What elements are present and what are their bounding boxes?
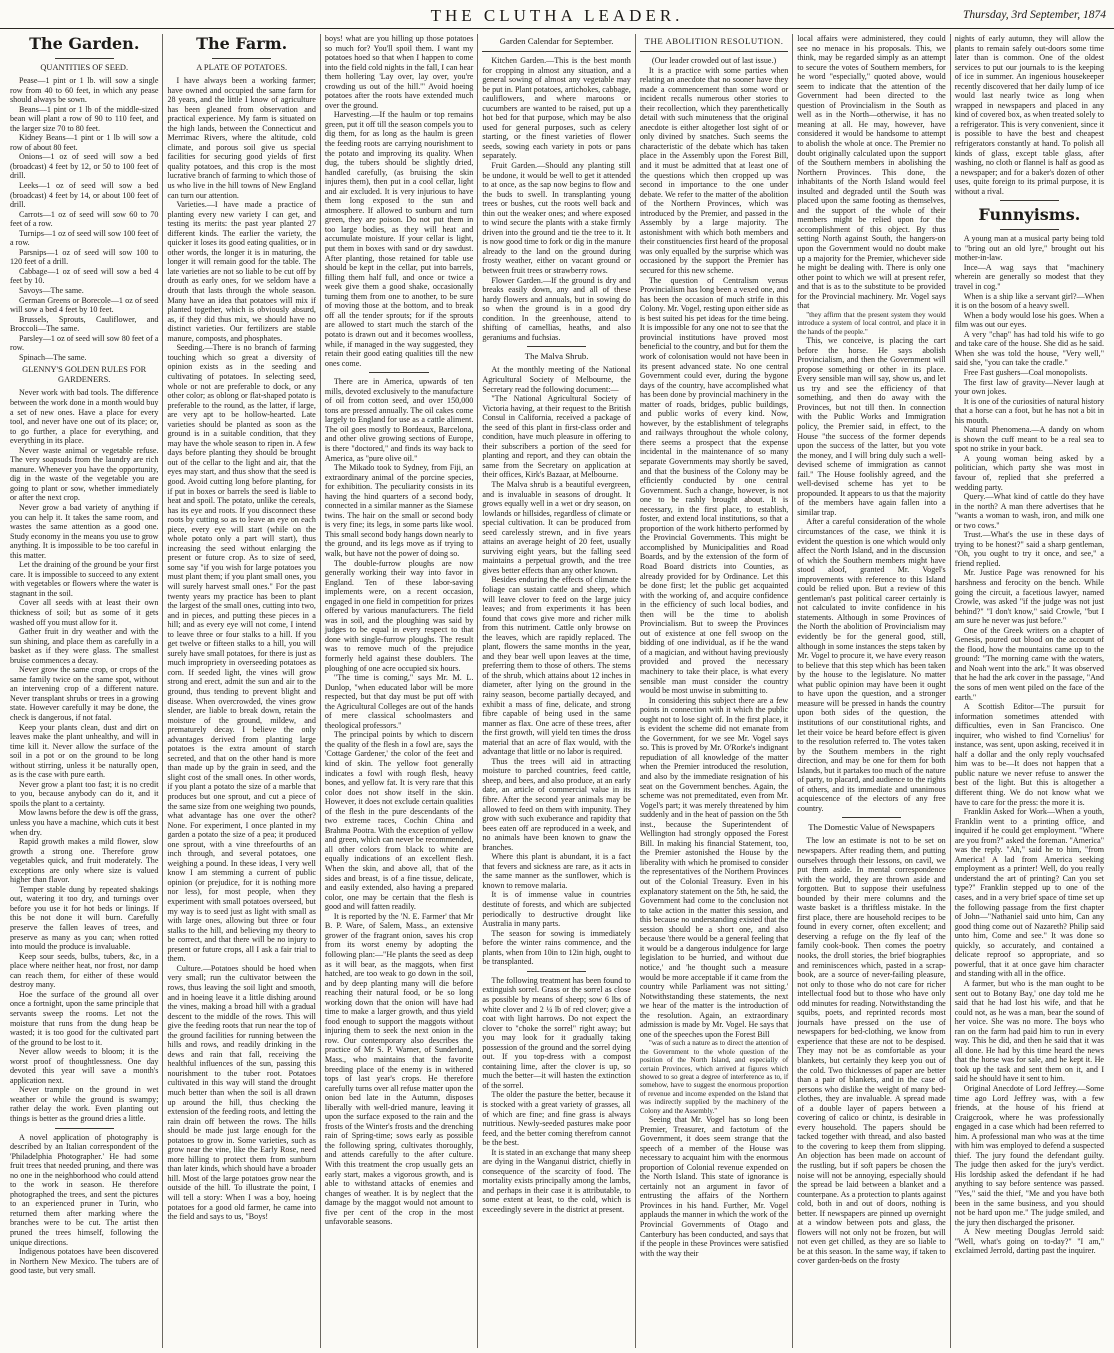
paragraph: Pease—1 pint or 1 lb. will sow a single row from 40 to 60 feet, in which any pease should always be sown. xyxy=(10,76,159,105)
section-heading-abolition: THE ABOLITION RESOLUTION. xyxy=(644,36,784,46)
funny-item: A New meeting Douglas Jerrold said: "Well, what's going on to-day?" "I am," exclaimed Jerrold, darting past the inquirer. xyxy=(954,1227,1105,1256)
paragraph: It is stated in an exchange that many sheep are dying in the Wanganui district, chiefly in consequence of the scarcity of food. The mortality exists principally among the lambs, and perhaps in their case it is attributable, to some extent at least, to the cold, which is exceedingly severe in the district at present. xyxy=(482,1147,631,1214)
funny-item: Free Fast gushers—Coal monopolists. xyxy=(963,367,1088,377)
paragraph: Temper stable dung by repeated shakings out, watering it too dry, and turnings over before you use it for hot beds or linings. If this be not done it will burn. Carefully preserve the fallen leaves of trees, and preserve as many as you can; when rotted into mould the produce is invaluable. xyxy=(10,884,159,952)
paragraph: Let the draining of the ground be your first care. It is impossible to succeed to any extent with vegetables or flowers where the water is stagnant in the soil. xyxy=(10,560,159,598)
paragraph: The question of Centralism versus Provincialism has long been a vexed one, and has been the occasion of much strife in this Colony. Mr. Vogel, resting upon either side as is best suited his pet ideas for the time being. It is impossible for any one not to see that the provincial institutions have proved most beneficial to the country, and but for them the work of colonisation would not have been in its present advanced state. No one central Government could ever, during the bygone days of the country, have accomplished what has been done by provincial machinery in the matter of roads, bridges, public buildings, and public works of every kind. Now, however, by the establishment of telegraphs and railways throughout the whole colony, there seems a prospect that the expense incidental in the maintenance of so many separate Governments may shortly be saved, and that the business of the Colony may be efficiently conducted by one central Government. Such a change, however, is not one to be rashly brought about. It is necessary, in the first place, to establish, foster, and extend local institutions, so that a proportion of the work hitherto performed by the Provincial Governments. This might be accomplished by Municipalities and Road Boards, and by the extension of the form of Road Board districts into Counties, as already provided for by Ordinance. Let this be done first; let the public get acquainted with the working of, and acquire confidence in the efficiency of such local bodies, and then will be the time to abolish Provincialism. But to sweep the Provinces out of existence at one fell swoop on the bidding of one individual, as if he the wand of a magician, and without having previously provided and proved the necessary machinery to take their place, is what every sensible man must consider the country would be most unwise in submitting to. xyxy=(639,275,789,696)
paragraph: "The National Agricultural Society of Victoria having, at their request to the British Consul in California, received a package of the seed of this plant in first-class order and condition, have much pleasure in offering to their subscribers a portion of the seed for planting and report, and they can obtain the same from the Secretary on application at their offices, Kirk's Bazaar, at Melbourne. xyxy=(482,394,631,480)
paragraph: The double-furrow ploughs are now generally working their way into favor in England. Ten of these labor-saving implements were, on a recent occasion, engaged in one field in competition for prizes offered by various manufacturers. The field was in soil, and the ploughing was said by judges to be equal in every respect to that done with single-furrow ploughs. The result was to remove much of the prejudice formerly held against these doublers. The ploughing of one acre occupied six hours. xyxy=(324,558,474,673)
funny-item: Query.—What kind of cattle do they have in the north? A man there advertises that he "wants a woman to wash, iron, and milk one or two cows." xyxy=(954,492,1105,530)
paragraph: A novel application of photography is described by an Italian correspondent of the 'Philadelphia Photographer.' He had some fruit trees that needed pruning, and there was no one in the neighborhood who could attend to the work in season. He therefore photographed the trees, and sent the pictures to an experienced pruner in Turin, who returned them after marking where the branches were to be cut. The artist then pruned the trees himself, following the unique directions. xyxy=(10,1132,159,1247)
paragraph: Spinach—The same. xyxy=(19,352,87,362)
paragraph: Varieties.—I have made a practice of planting every new variety I can get, and testing its merits: the past year planted 27 different kinds. The earlier the variety, the quicker it loses its good eating qualities, or in other words, the longer it is in maturing, the longer it will remain good for the table. The late varieties are not so liable to be cut off by drouth as early ones, for we seldom have a drouth that lasts through the whole season. Many have an idea that potatoes will mix if planted together, which is obviously absurd, as, if they did thus mix, we should have no distinct varieties. Our fertilizers are stable manure, composts, and phosphates. xyxy=(167,200,316,343)
divider xyxy=(55,58,114,59)
section-heading-funnyisms: Funnyisms. xyxy=(978,205,1081,225)
paragraph: Besides enduring the effects of climate the foliage can sustain cattle and sheep, which will leave clover to feed on the large juicy leaves; and from experiments it has been found that cows give more and richer milk from this nutriment. Cattle only browse on the leaves, which are rapidly replaced. The plant, flowers the same months in the year, and they bear well upon leaves at the time, preferring them to those of others. The stems of the shrub, which attains about 12 inches in diameter, after lying on the ground in the rainy season, become partially decayed, and exhibit a mass of fine, delicate, and strong fibre capable of being used in the same manner as flax. One acre of these trees, after the first growth, will yield ten times the dross material that an acre of flax would, with the advantage that little or no labor is required. xyxy=(482,575,631,757)
divider xyxy=(212,58,271,59)
subheading-golden-rules: GLENNY'S GOLDEN RULES FOR GARDENERS. xyxy=(22,365,147,385)
paragraph: Beans—1 pint or 1 lb of the middle-sized bean will plant a row of 90 to 110 feet, and the larger size 70 to 80 feet. xyxy=(10,104,159,133)
section-heading-garden: The Garden. xyxy=(29,34,140,53)
paragraph: Onions—1 oz of seed will sow a bed (broadcast) 4 feet by 12, or 50 to 100 feet of drill. xyxy=(10,152,159,181)
paragraph: Fruit Garden.—Should any planting still be undone, it would be well to get it attended to at once, as the sap now begins to flow and the buds to swell. In transplanting young trees or bushes, cut the roots well back and thin out the weaker ones; and where exposed to wind secure the plants with a stake firmly driven into the ground and tie the tree to it. It is now good time to fork or dig in the manure already to the land on the ground during frosty weather, either on vacant ground or between fruit trees or strawberry rows. xyxy=(482,161,631,276)
funny-item: Natural Phenomena.—A dandy on whom is shown the cuff meant to be a real sea to spot no strike in your back. xyxy=(954,425,1105,454)
funny-item: A young woman being asked by a politician, which party she was most in favour of, replied that she preferred a wedding party. xyxy=(954,453,1105,492)
paragraph: Culture.—Potatoes should be hoed when very small; run the cultivator between the rows, thus leaving the soil light and smooth, and in hoeing leave it a little dishing around the vines, making a broad hill with a gradual descent to the middle of the rows. This will give the feeding roots that run near the top of the ground facilities for running between the hills and rows, and readily drinking in the dews and rain that fall, receiving the healthful influences of the sun, passing this nourishment to the tuber root. Potatoes cultivated in this way will stand the drought much better than when the soil is all drawn up around the hill, thus checking the extension of the feeding roots, and letting the rain drain off between the rows. The hills should be made just large enough for the potatoes to grow in. Some varieties, such as grow near the vine, like the Early Rose, need more hilling to protect them from sunburn than later kinds, which should have a broader hill. Most of the large potatoes grow near the outside of the hill. To illustrate the point, I will tell a story: When I was a boy, hoeing potatoes for a good old farmer, he came into the field and says to us, "Boys! xyxy=(167,963,316,1222)
paragraph: The low an estimate is not to be set on newspapers. After reading them, and putting ourselves through their lessons, on cavil, we put them aside. In mental correspondence with the world, they are thrown aside and forgotten. But to suppose their usefulness bounded by their mere columns and the waste basket is a thriftless mistake. In the first place, there are household recipes to be found in every corner, often excellent; and deserving a refuge on the fly leaf of the family cook-book. Then comes the poetry nooks, the droll stories, the brief biographies and reminiscences which, pasted in a scrap-book, are a source of never-failing pleasure, not only to those who do not care for richer intellectual food but to those who have only odd minutes for reading. Notwithstanding the squibs, poets, and reprinted records most journals have pressed on the use of newspapers for bed-clothing, we know from experience that these are not to be despised. They may not be as comfortable as your blankets, but certainly they keep you out of the cold. Two thicknesses of paper are better than a pair of blankets, and in the case of persons who dislike the weight of many bed-clothes, they are invaluable. A spread made of a double layer of papers between a covering of calico or chintz, is desirable in every household. The papers should be tacked together with thread, and also basted to the covering to keep them from slipping. An objection has been made on account of the rustling, but if soft papers be chosen the noise will not be annoying, especially should the spread be laid between a blanket and a counterpane. As a protection to plants against cold, both in and out of doors, nothing is better. If newspapers are pinned up overnight at a window between pots and glass, the flowers will not only not be frozen, but will not even get chilled, as they are so liable to be at this season. In the same way, if taken to cover garden-beds on the frosty xyxy=(797,836,946,1266)
paragraph: Flower Garden.—If the ground is dry and breaks easily down, any and all of these hardy flowers and annuals, but in sowing do so when the ground is in a good dry condition. In the greenhouse, attend to shifting of camellias, heaths, and also geraniums and fuchsias. xyxy=(482,275,631,342)
divider xyxy=(482,51,630,52)
column-calendar xyxy=(478,34,635,1348)
paragraph: Gather fruit in dry weather and with the sun shining, and place them as carefully in a basket as if they were glass. The smallest bruise commences a decay. xyxy=(10,627,159,665)
funny-item: Mr. Justice Page was renowned for his harshness and ferocity on the bench. While going the circuit, a facetious lawyer, named Crowle, was asked "if the judge was not just behind?" "I don't know," said Crowle, "but I am sure he never was just before." xyxy=(954,568,1105,626)
divider xyxy=(55,1128,114,1129)
divider xyxy=(527,971,586,972)
columns xyxy=(6,34,1108,1348)
paragraph: "The time is coming," says Mr. M. L. Dunlop, "when educated labor will be more respected, but that day must be put off with the Agricultural Colleges are out of the hands of mere classical schoolmasters and theological professors." xyxy=(324,673,474,730)
paragraph: Carrots—1 oz of seed will sow 60 to 70 feet of a row. xyxy=(10,209,159,229)
paragraph: Keep sour seeds, bulbs, tubers, &c, in a place where neither heat, nor frost, nor damp can reach them, for either of these would destroy many. xyxy=(10,951,159,990)
editor-note: (Our leader crowded out of last issue.) xyxy=(651,56,777,65)
masthead xyxy=(0,6,1114,29)
paragraph: Cover all seeds with at least their own thickness of soil; but as some of it gets washed off you must allow for it. xyxy=(10,598,159,627)
paragraph: The Mikado took to Sydney, from Fiji, an extraordinary animal of the porcine species, for exhibition. The peculiarity consists in its having the hind quarters of a second body, connected in a similar manner as the Siamese twins. The hair on the small or second body is very fine; its legs, in some parts like wool. This small second body hangs down nearly to the ground, and its legs move as if trying to walk, but have not the power of doing so. xyxy=(324,463,474,558)
funny-item: Franklin Asked for Work—When a youth, Franklin went to a printing office, and inquired if he could get employment. "Where are you from?" asked the foreman. "America" was the reply. "Ah," said he to him, "from America! A lad from America seeking employment as a printer! Well, do you really understand the art of printing? Can you set type?" Franklin stepped up to one of the cases, and in a very brief space of time set up the following passage from the first chapter of John—"Nathaniel said unto him, Can any good thing come out of Nazareth? Philip said unto him, Come and see." It was done so quickly, so accurately, and contained a delicate reproof so appropriate, and so powerful, that it at once gave him character and standing with all in the office. xyxy=(954,807,1105,979)
divider xyxy=(527,346,586,347)
divider xyxy=(640,51,788,52)
paragraph: Kidney Beans—1 pint or 1 lb will sow a row of about 80 feet. xyxy=(10,133,159,152)
funny-item: When a body would lose his goes. When a film was out our eyes. xyxy=(954,310,1105,330)
funny-item: One of the Greek writers on a chapter of Genesis, poured out blood on the account of the flood, how the mountains came up to the ground: "The morning came with the waters, and Noah went into the ark." It was observed that he had the ark cover in the passage, "And the sons of men went piled on the face of the earth." xyxy=(954,625,1105,702)
paragraph: It is of immense value in countries destitute of forests, and which are subjected periodically to destructive drought like Australia in many parts. xyxy=(482,890,631,929)
paragraph: Never waste animal or vegetable refuse. The very soapsuds from the laundry are rich manure. Whenever you have the opportunity, dig in the waste of the vegetable you are going to plant or sow, whether immediately or after the next crop. xyxy=(10,445,159,503)
column-abolition-continued xyxy=(793,34,950,1348)
paragraph: The Malva shrub is a beautiful evergreen, and is invaluable in seasons of drought. It grows equally well in a wet or dry season, on lowlands or hillsides, regardless of climate or special cultivation. It can be produced from seed carelessly strewn, and in five years attains an average height of 20 feet, usually surviving eight years, but the falling seed maintains a perpetual growth, and the tree gives better effects than any other known. xyxy=(482,479,631,575)
paragraph: Brussels, Sprouts, Cauliflower, and Broccoli—The same. xyxy=(10,314,159,334)
paragraph: local affairs were administered, they could see no menace in his proposals. This, we think, may be regarded simply as an attempt to secure the votes of Southern members, for he word "especially," quoted above, would seem to indicate that the attention of the Government had been directed to the question of Provincialism in the South as well as in the North—otherwise, it has no meaning at all. He may, however, have considered it would be handsome to attempt to abolish the whole at once. The Premier no doubt originally calculated upon the support of the Southern members in abolishing the Northern Provinces. This done, the inhabitants of the North Island would feel insulted and degraded until the South was placed upon the same footing as themselves, and the support of the whole of their members might be relied upon for the accomplishment of this object. By thus setting North against South, the hangers-on upon the Government would no doubt make up a majority for the Premier, whichever side he might be dealing with. There is only one other point to which we will at present refer, and that is as to the substitute to be provided for the Provincial machinery. Mr. Vogel says that xyxy=(797,34,946,311)
paragraph: Never grow a plant too fast; it is no credit to you, because anybody can do it, and it spoils the plant to a certainty. xyxy=(10,779,159,808)
divider xyxy=(369,372,428,373)
funny-item: The first law of gravity—Never laugh at your own jokes. xyxy=(954,377,1105,397)
paragraph: Never grow the same crop, or crops of the same family twice on the same spot, without an intervening crop of a different nature. Never transplant shrubs or trees in a growing state. However carefully it may be done, the check is dangerous, if not fatal. xyxy=(10,665,159,722)
funny-item: Original Anecdote of Lord Jeffrey.—Some time ago Lord Jeffrey was, with a few friends, at the house of his friend at Craigcrook, where he was professionally engaged in a case which had been referred to him. A professional man who was at the time with him was employed to defend a suspected thief. The jury found the defendant guilty. The judge then asked for the jury's verdict. His lordship asked the defendant if he had anything to say before sentence was passed. "Yes," said the thief, "Me and you have both been in the same business, and you should not be hard upon me." The judge smiled, and the jury then discharged the prisoner. xyxy=(954,1083,1105,1227)
paragraph: Kitchen Garden.—This is the best month for cropping in almost any situation, and a general sowing of almost any vegetable may be put in. Plant potatoes, artichokes, cabbage, cauliflowers, and where maroons or cucumbers are wanted to be raised, put up a hot bed for that purpose, which may be also used for general purposes, such as celery starting, or the finest varieties of flower seeds, sowing each variety in pots or pans separately. xyxy=(482,56,631,161)
column-garden xyxy=(6,34,163,1348)
section-heading-calendar: Garden Calendar for September. xyxy=(499,36,614,46)
divider xyxy=(1000,229,1060,230)
subheading-malva-shrub: The Malva Shrub. xyxy=(524,351,589,362)
newspaper-title: THE CLUTHA LEADER. xyxy=(430,6,684,25)
quotation: "was of such a nature as to direct the attention of the Government to the whole question of the position of the North Island, and especially of certain Provinces, which arrived at figures which showed to so great a degree of interference as to, if somehow, have to suggest the enormous proportion of revenue and income expended on the Island that was indirectly supplied by the machinery of the Colony and the Assembly." xyxy=(639,1039,789,1115)
paragraph: Keep your plants clean, dust and dirt on leaves make the plant unhealthy, and will in time kill it. Never allow the surface of the soil in a pot or on the ground to be long without stirring, unless it be naturally open, as is the case with pure earth. xyxy=(10,722,159,780)
paragraph: Rapid growth makes a mild flower, slow growth a strong one. Therefore grow vegetables quick, and fruit moderately. The exceptions are only where size is valued higher than flavor. xyxy=(10,837,159,885)
funny-item: Ince—A wag says that "machinery wherein are generally so modest that they travel in cog." xyxy=(954,262,1105,292)
issue-date: Thursday, 3rd September, 1874 xyxy=(962,9,1106,21)
paragraph: boys! what are you hilling up those potatoes so much for? You'll spoil them. I want my potatoes hoed so that when I happen to come into the field cold nights in the fall, I can hear them hollering 'Lay over, lay over, you're crowding us out of the hill.'" Avoid hoeing potatoes after the roots have extended much over the ground. xyxy=(324,34,474,110)
quotation: "they affirm that the present system they would introduce a system of local control, and place it in the hands of the people." xyxy=(797,310,946,336)
paragraph: Never trample on the ground in wet weather or while the ground is swampy; rather delay the work. Even planting out things is better as the ground dries a little. xyxy=(10,1085,159,1123)
paragraph: I have always been a working farmer; have owned and occupied the same farm for 28 years, and the little I know of agriculture has been gleaned from observation and practical experience. My farm is situated on the high lands, between the Connecticut and Merrimac Rivers, where the altitude, cold climate, and porous soil give us special facilities for securing good yields of first quality potatoes, and this crop is the most lucrative branch of farming to which those of us who live in the hill towns of New England can turn our attention. xyxy=(167,76,316,200)
paragraph: Seeing that Mr. Vogel has so long been Premier, Treasurer, and factotum of the Government, it does seem strange that the speech of a member of the House was necessary to acquaint him with the enormous proportion of Colonial revenue expended on the North Island. This state of ignorance is certainly not an argument in favor of entrusting the affairs of the Northern Provinces in his hand. Further, Mr. Vogel applauds the manner in which the work of the Provincial Governments of Otago and Canterbury has been conducted, and says that if the people in these Provinces were satisfied with the way their xyxy=(639,1114,789,1258)
paragraph: Cabbage—1 oz of seed will sow a bed 4 feet by 10. xyxy=(10,266,159,286)
paragraph: At the monthly meeting of the National Agricultural Society of Melbourne, the Secretary read the following document:— xyxy=(482,365,631,394)
funny-item: A young man at a musical party being told to "bring out an old lyre," brought out his mother-in-law. xyxy=(954,234,1105,263)
paragraph: Parsley—1 oz of seed will sow 80 feet of a row. xyxy=(10,333,159,353)
paragraph: German Greens or Borecole—1 oz of seed will sow a bed 4 feet by 10 feet. xyxy=(10,295,159,315)
section-heading-farm: The Farm. xyxy=(196,34,288,53)
paragraph: Turnips—1 oz of seed will sow 100 feet of a row. xyxy=(10,228,159,248)
paragraph: Parsnips—1 oz of seed will sow 100 to 120 feet of a drill. xyxy=(10,247,159,267)
paragraph: Hoe the surface of the ground all over once a fortnight, upon the same principle that servants sweep the rooms. Let not the moisture that runs from the dung heap be wasted; it is too good for the cultivated part of the ground to be lost to it. xyxy=(10,989,159,1047)
funny-item: A very "chap" has had told his wife to go and take care of the house. She did as he said. When she was told the house, "Very well," said she, "you can take the cradle." xyxy=(954,329,1105,368)
paragraph: Indigenous potatoes have been discovered in Northern New Mexico. The tubers are of good taste, but very small. xyxy=(10,1247,159,1276)
subheading-quantities: QUANTITIES OF SEED. xyxy=(40,63,129,72)
paragraph: Leeks—1 oz of seed will sow a bed (broadcast) 4 feet by 14, or about 100 feet of drill. xyxy=(10,181,159,210)
paragraph: Mow lawns before the dew is off the grass, unless you have a machine, which cuts it best when dry. xyxy=(10,808,159,837)
paragraph: Seeding.—There is no branch of farming touching which so great a diversity of opinion exists as in the seeding and cultivating of potatoes. In selecting seed, whole or not are preferable to dock, or any other color; as oblong or flat-shaped potato is preferable to the round, as the latter, if large, are very apt to be hollow-hearted. Late varieties should be planted as soon as the ground is in a suitable condition, that they may have the whole season to ripen in. A few days before planting they should be brought out of the cellar to the light and air, that the eyes may start, and thus show that the seed is good. Avoid cutting long before planting, for if put in boxes or barrels the seed is liable to heat and spoil. The potato, unlike the cereals, has its eye and roots. If you disconnect these roots by cutting so as to leave an eye on each piece, every eye will start (while on the whole potato only a part will start), thus increasing the seed without enlarging the present or future crop. As to size of seed, some say "if you wish for large potatoes you must plant them; if you plant small ones, you will surely harvest small ones." For the past twenty years my practice has been to plant the largest of the small ones, cutting into two, and in pieces, and putting these pieces in a hill; and as every eye will not come, I intend to leave three or four stalks to a hill. If you get twelve or fifteen stalks to a hill, you will surely have small potatoes, for there is just as much impropriety in overseeding potatoes as corn. If seeded light, the vines will grow strong and erect, admit the sun and air to the ground, thus tending to prevent blight and disease. When overcrowded, the vines grow slender, are liable to break down, retain the moisture of the ground, mildew, and prematurely decay. I believe the only advantages derived from planting large potatoes is the extra amount of starch secreted, and that on the other hand is more than made up by the grain in seed, and the slight cost of the small ones. In other words, if you plant a potato the size of a marble that produces but one sprout, and cut a piece of the same size from one weighing two pounds, what advantage has one over the other? None. For experiment, I once planted in my garden a potato the size of a pea; it produced one sprout, with a vine threefourths of an inch through, and several potatoes, one weighing a pound. In these ideas, I very well know I am stemming a current of public opinion (or prejudice, for it is nothing more nor less), for most people, when they experiment with small potatoes overseed, but my way is to seed just as light with small as with large ones, allowing but three or four stalks to the hill, and believing my theory to be correct, and that there will be no injury to present or future crops, all I ask a fair trial to them. xyxy=(167,343,316,964)
paragraph: Never grow a bad variety of anything if you can help it. It takes the same room, and wastes the same attention as a good one. Study economy in the means you use to grow anything. It is impossible to be too careful in this matter. xyxy=(10,502,159,560)
column-farm-continued xyxy=(321,34,478,1348)
paragraph: This, we conceive, is placing the cart before the horse. He says abolish Provincialism, and then the Government will propose something or other in its place. Every sensible man will say, show us, and let us try and see the efficiency of that something, and then do away with the Provinces, but not till then. In connection with the Public Works and Immigration policy, the Premier said, in effect, to the House "the success of the former depends upon the success of the latter, but you vote the money, and I will bring duly such a well-devised scheme of immigration as cannot fail." The House foolishly agreed, and the well-devised scheme has yet to be propounded. It appears to us that the majority of the members have again fallen into a similar trap. xyxy=(797,336,946,517)
subheading-newspapers: The Domestic Value of Newspapers xyxy=(808,822,935,833)
paragraph: It is a practice with some parties when relating an anecdote that no sooner have they made a commencement than some word or incident recalls numerous other stories to their recollection, which they parenthetically detail with such minuteness that the original anecdote is either altogether lost sight of or only divined by snatches. Such seems the characteristic of the debate which has taken place in the Assembly upon the Forest Bill, and it must be admitted that at least one of the questions which then cropped up was second in importance to the one under debate. We refer to the matter of the abolition of the Northern Provinces, which was introduced by the Premier, and passed in the Assembly by a large majority. The astonishment with which both members and their constituencies first heard of the proposal was only equalled by the surprise which was occasioned by the support the Premier has secured for this new scheme. xyxy=(639,65,789,276)
funny-item: When is a ship like a servant girl?—When it is on the bosom of a heavy swell. xyxy=(954,291,1105,311)
funny-item: Trust.—What's the use in these days of trying to be honest?" said a sharp gentleman, "Oh, you ought to try it once, and see," a friend replied. xyxy=(954,530,1105,568)
column-abolition xyxy=(636,34,793,1348)
paragraph: Harvesting.—If the haulm or top remains green, put it off till the season compels you to dig them, for as long as the haulm is green the feeding roots are carrying nourishment to the potato and improving its quality. When dug, the tubers should be slightly dried, handled carefully, (as bruising the skin injures them), then put in a cool cellar, light and air excluded. It is very injurious to have them long exposed to the sun and atmosphere. If allowed to sunburn and turn green, they are poison. Do not put them in too large bodies, as they will heat and accumulate moisture. If your cellar is light, put them in boxes with sand or dry sawdust. After planting, those retained for table use should be kept in the cellar, put into barrels, filling them half full, and once or twice a week give them a good shake, occasionally turning them from one to another, to be sure of moving those at the bottom, and to break off all the tender sprouts; for if the sprouts are allowed to start much the starch of the potato is drawn out and it becomes woolless, while, if managed in the way suggested, they retain their good eating qualities till the new ones come. xyxy=(324,110,474,368)
paragraph: The principal points by which to discern the quality of the flesh in a fowl are, says the 'Cottage Gardener,' the color of the feet and kind of skin. The yellow foot generally indicates a fowl with rough flesh, heavy bones, and yellow fat. It is very rare that this color does not show itself in the skin. However, it does not exclude certain qualities of the flesh in the pure descendants of the two extreme races, Cochin China and Brahma Pootra. With the exception of yellow and green, which can never be recommended, all other colors from black to white are equally indications of an excellent flesh. When the skin, and above all, that of the sides and breast, is of a fine tissue, delicate, and easily extended, also having a prepared color, one may be certain that the flesh is good and will fatten readily. xyxy=(324,730,474,912)
funny-item: A farmer, but who is the man ought to be sent out to Botany Bay,' one day told me he said that he had lost his wife, and that he could not, as he was a man, bear the sound of her voice. She was no more. The boys who ran on the farm had paid him to run in every way. This he did, and then he said that it was all done. He had by this time heard the news that the horse was for sale, and he kept it. He took up the task and sent them on it, and I said he should have it sent to him. xyxy=(954,978,1105,1084)
funny-item: It is one of the curiosities of natural history that a horse can a foot, but he has not a bit in his mouth. xyxy=(954,396,1105,425)
paragraph: The older the pasture the better, because it is stocked with a great variety of grasses, all of which are fine; and fine grass is always nutritious. Newly-seeded pastures make poor feed, and the better coming therefrom cannot be the best. xyxy=(482,1090,631,1148)
subheading-potatoes: A PLATE OF POTATOES. xyxy=(196,63,288,72)
divider xyxy=(1000,200,1060,201)
paragraph: There are in America, upwards of ten mills, devoted exclusively to the manufacture of oil from cotton seed, and over 150,000 tons are pressed annually. The oil cakes come largely to England for use as a cattle aliment. The oil goes mostly to Bordeaux, Barcelona, and other olive growing sections of Europe, is there "doctored," and finds its way back to America, as "pure olive oil." xyxy=(324,377,474,463)
paragraph: In considering this subject there are a few points in connection with it which the public ought not to lose sight of. In the first place, it is evident the scheme did not emanate from the Government, for we see Mr. Vogel says so. This is proved by Mr. O'Rorke's indignant repudiation of all knowledge of the matter when the Premier introduced the resolution, and also by the immediate resignation of his seat on the Government benches. Again, the scheme was not premeditated, even from Mr. Vogel's part; it was merely threatened by him suddenly and in the heat of passion on the 5th inst., because the Superintendent of Wellington had strongly opposed the Forest Bill. In making his financial Statement, too, the Premier astonished the House by the liberality with which he promised to consider the representatives of the Northern Provinces out of the Colonial Treasury. Even in his explanatory statement on the 5th, he said, the Government had come to the conclusion not to take action in the matter this session, and this because no understanding existed that the session should be a short one, and also because 'there would be a general feeling that it would be a dangerous indulgence for large legislation to be hurried, and without due notice,' and 'he thought such a measure would be more acceptable if it came from the country while Parliament was not sitting.' Notwithstanding these statements, the next we hear of the matter is the introduction of the resolution. Again, an extraordinary admission is made by Mr. Vogel. He says that one of the speeches upon the Forest Bill xyxy=(639,695,789,1039)
paragraph: After a careful consideration of the whole circumstances of the case, we think it is evident the question is one which would only affect the North Island, and in the discussion of which the Southern members might have stood aloof, granted Mr. Vogel's improvements with reference to this Island could be relied upon. But a review of this gentleman's past political career certainly is not calculated to invite confidence in his statements. Although in some Provinces of the North the abolition of Provincialism may evidently be for the general good, still, although in some instances the steps taken by Mr. Vogel to procure it, we have every reason to believe that this step which has been taken by the house to the legislature. No matter what public opinion may have been it ought to have upon the question, and a stronger measure will be pressed in hands the country upon both sides of the question, the institutions of our constitutional rights, and let their voice be heard before effect is given to the resolution referred to. The votes taken by the Southern members in the right direction, and may be one for them for both Islands, but it partakes too much of the nature of party, to placard, and audience to the rights of others, and its immediate and unanimous acquiescence of the electors of any free country. xyxy=(797,517,946,813)
paragraph: The season for sowing is immediately before the winter rains commence, and the plants, when from 10in to 12in high, ought to be transplanted. xyxy=(482,928,631,967)
paragraph: It is reported by the 'N. E. Farmer' that Mr B. P. Ware, of Salem, Mass., an extensive grower of the fragrant onion, saves his crop from its worst enemy by adopting the following plan:—"He plants the seed as deep as it will bear, as the maggots, when first hatched, are too weak to go down in the soil, and by deep planting many will die before reaching their natural food, or be so long working down that the onion will have had time to make a larger growth, and thus yield food enough to support the maggots without injuring them to seek the next onion in the row. Our contemporary also describes the practice of Mr S. P. Warner, of Sunderland, Mass., who maintains that the favorite breeding place of the enemy is in withered tops of last year's crops. He therefore carefully turns over all refuse matter upon the onion bed late in the Autumn, disposes liberally with well-dried manure, leaving it upon the surface exposed to the rain and the frosts of the Winter's frosts and the drenching rain of Spring-time; sows early as possible the following spring, cultivates thoroughly, and attends carefully to the after culture. With this treatment the crop usually gets an early start, makes a vigorous growth, and is able to withstand attacks of enemies and changes of weather. It is by neglect that the damage by the maggot would not amount to five per cent of the crop in the most unfavorable seasons. xyxy=(324,911,474,1227)
paragraph: nights of early autumn, they will allow the plants to remain safely out-doors some time later than is common. One of the oldest services to put our journals to is the keeping of ice in summer. An ingenious housekeeper recently discovered that her daily lump of ice would last nearly twice as long when wrapped in newspapers and placed in any kind of covered box, as when treated solely to a refrigerator. This is very convenient, since it is possible to have the best and cheapest refrigerators constantly at hand. To polish all kinds of glass, except table glass, after washing, no cloth or flannel is half as good as a newspaper; and for a baker's dozen of other uses, quite foreign to its primal purpose, it is without a rival. xyxy=(954,34,1105,196)
paragraph: Where this plant is abundant, it is a fact that fevers and sickness are rare, as it acts in the same manner as the sunflower, which is known to remove malaria. xyxy=(482,852,631,890)
funny-item: A Scottish Editor—The pursuit for information sometimes attended with difficulties, even in San Francisco. One inquirer, who wished to find 'Cornelius' for instance, was sent, upon asking, received it in half a dollar and the only reply vouchsafed him was to be—It does not happen that a public nature we never refuse to answer the best of the light. But this is altogether a different thing. We do not know what we have to care for the press: the more it is. xyxy=(954,702,1105,807)
paragraph: Savoys—The same. xyxy=(19,286,84,296)
column-farm xyxy=(163,34,320,1348)
column-funnyisms xyxy=(951,34,1108,1348)
paragraph: Thus the trees will aid in attracting moisture to parched countries, feed cattle, sheep, and bees, and also produce, at an early date, an article of commercial value in its fibre. After the second year animals may be allowed to feed on them with impunity. They grow with such exuberance and rapidity that bees eaten off are reproduced in a week, and no animals have been known to gnaw the branches. xyxy=(482,756,631,852)
paragraph: The following treatment has been found to extinguish sorrel. Grass or the sorrel as close as possible by means of sheep; sow 6 lbs of white clover and 2 ¼ lb of red clover; give a coat with light harrows. Do not expect the clover to "choke the sorrel" right away; but you may look for it gradually taking possession of the ground and the sorrel dying out. If you top-dress with a compost containing lime, after the clover is up, so much the better—it will hasten the extinction of the sorrel. xyxy=(482,975,631,1090)
paragraph: Never work with bad tools. The difference between the work done in a month would buy a set of new ones. Have a place for every tool, and never have one out of its place; or, to go further, a place for everything, and everything in its place. xyxy=(10,388,159,446)
paragraph: Never allow weeds to bloom; it is the worst proof of thoughtlessness. One day devoted this year will save a month's application next. xyxy=(10,1047,159,1085)
divider xyxy=(842,817,901,818)
